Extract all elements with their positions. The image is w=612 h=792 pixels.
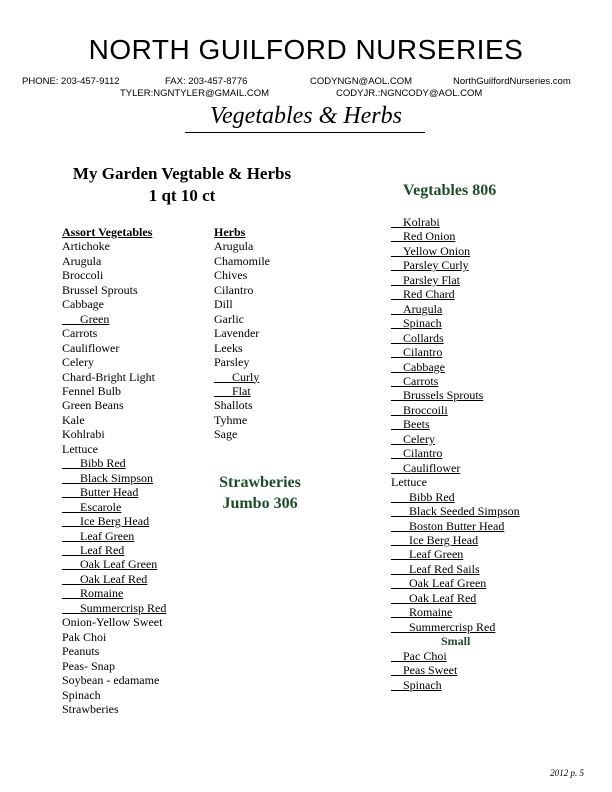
list-item: ___Bibb Red [62, 456, 126, 471]
list-item: Sage [214, 427, 238, 442]
small-heading: Small [441, 634, 471, 649]
list-item: Arugula [62, 253, 102, 268]
list-item: __Peas Sweet [391, 663, 458, 678]
list-item: Chives [214, 268, 248, 283]
email-cody: CODYNGN@AOL.COM [310, 76, 413, 87]
list-item: __Pac Choi [391, 648, 447, 663]
assort-vegetables-heading: Assort Vegetables [62, 225, 153, 239]
page-footer: 2012 p. 5 [550, 768, 584, 778]
email-tyler: TYLER:NGNTYLER@GMAIL.COM [120, 88, 269, 99]
list-item: Kohlrabi [62, 427, 105, 442]
list-item: __Parsley Curly [391, 258, 469, 273]
list-item: __Red Onion [391, 229, 456, 244]
list-item: ___Leaf Green [391, 547, 464, 562]
list-item: Parsley [214, 355, 250, 370]
list-item: ___Leaf Red Sails [391, 561, 480, 576]
email-codyjr: CODYJR.:NGNCODY@AOL.COM [336, 88, 483, 99]
list-item: Artichoke [62, 239, 110, 254]
list-item: Fennel Bulb [62, 383, 121, 398]
list-item: Green Beans [62, 398, 124, 413]
strawberries-size: Jumbo 306 [222, 495, 298, 512]
list-item: ___Bibb Red [391, 489, 455, 504]
list-item: Chamomile [214, 253, 270, 268]
herbs-heading: Herbs [214, 225, 246, 239]
strawberries-title: Strawberies [219, 474, 301, 491]
list-item: ___Romaine [391, 605, 453, 620]
section-title: Vegetables & Herbs [210, 103, 402, 129]
list-item: Celery [62, 355, 94, 370]
list-item: __Kolrabi [391, 215, 440, 229]
list-item: Spinach [62, 687, 101, 702]
list-item: ___Romaine [62, 586, 124, 601]
list-item: Arugula [214, 239, 254, 254]
list-item: Cauliflower [62, 340, 120, 355]
list-item: __Spinach [391, 316, 442, 331]
list-item: ___Oak Leaf Red [391, 590, 477, 605]
list-item: Chard-Bright Light [62, 369, 155, 384]
list-item: __Broccoili [391, 402, 448, 417]
list-item: ___Oak Leaf Green [391, 576, 487, 591]
list-item: ___Butter Head [62, 485, 139, 500]
list-item: ___Flat [214, 383, 251, 398]
assort-vegetables-list [62, 239, 166, 716]
list-item: __Collards [391, 330, 444, 345]
phone-number: PHONE: 203-457-9112 [22, 76, 120, 87]
list-item: ___Leaf Green [62, 528, 135, 543]
herbs-column [214, 225, 270, 442]
list-item: Peanuts [62, 644, 100, 659]
list-item: Lettuce [391, 475, 427, 490]
fax-number: FAX: 203-457-8776 [165, 76, 248, 87]
list-item: __Parsley Flat [391, 272, 460, 287]
list-item: Broccoli [62, 268, 104, 283]
list-item: Leeks [214, 340, 243, 355]
assort-vegetables-column [62, 225, 166, 716]
list-item: Soybean - edamame [62, 673, 160, 688]
vegtables-806-title: Vegtables 806 [403, 182, 497, 199]
list-item: Cilantro [214, 282, 254, 297]
list-item: ___Leaf Red [62, 542, 125, 557]
list-item: Shallots [214, 398, 253, 413]
list-item: __Cabbage [391, 359, 445, 374]
list-item: Strawberies [62, 701, 119, 716]
list-item: __Carrots [391, 373, 439, 388]
list-item: ___Escarole [62, 499, 122, 514]
list-item: ___Oak Leaf Red [62, 571, 148, 586]
list-item: Carrots [62, 326, 98, 341]
list-item: Brussel Sprouts [62, 282, 138, 297]
list-item: Tyhme [214, 412, 248, 427]
list-item: __Cilantro [391, 345, 443, 360]
list-item: Dill [214, 297, 233, 312]
list-item: __Beets [391, 417, 430, 432]
list-item: __Cilantro [391, 446, 443, 461]
list-item: __Cauliflower [391, 460, 461, 475]
list-item: ___Ice Berg Head [391, 532, 479, 547]
list-item: __Celery [391, 431, 435, 446]
garden-title-line1: My Garden Vegtable & Herbs [72, 164, 292, 183]
list-item: Kale [62, 412, 85, 427]
company-name: NORTH GUILFORD NURSERIES [88, 34, 524, 65]
herbs-list [214, 239, 270, 441]
list-item: Lavender [214, 326, 260, 341]
list-item: __Red Chard [391, 287, 455, 302]
list-item: ___Boston Butter Head [391, 518, 505, 533]
garden-title [52, 163, 312, 207]
list-item: Peas- Snap [62, 658, 115, 673]
list-item: ___Curly [214, 369, 260, 384]
strawberries-block [200, 472, 320, 514]
website: NorthGuilfordNurseries.com [453, 76, 571, 87]
list-item: Pak Choi [62, 629, 107, 644]
list-item: __Spinach [391, 677, 442, 692]
small-list [391, 649, 520, 692]
title-underline [185, 132, 425, 133]
vegtables-806-column [391, 215, 520, 692]
list-item: ___Black Seeded Simpson [391, 504, 520, 519]
list-item: Onion-Yellow Sweet [62, 615, 163, 630]
garden-title-line2: 1 qt 10 ct [148, 186, 216, 205]
list-item: ___Summercrisp Red [391, 619, 496, 634]
list-item: __Brussels Sprouts [391, 388, 484, 403]
list-item: ___Ice Berg Head [62, 514, 150, 529]
list-item: ___Black Simpson [62, 470, 154, 485]
list-item: ___Oak Leaf Green [62, 557, 158, 572]
list-item: ___Summercrisp Red [62, 600, 167, 615]
list-item: ___Green [62, 311, 110, 326]
list-item: Cabbage [62, 297, 104, 312]
list-item: Lettuce [62, 441, 98, 456]
list-item: __Arugula [391, 301, 443, 316]
list-item: __Yellow Onion [391, 243, 471, 258]
vegtables-806-list [391, 215, 520, 634]
list-item: Garlic [214, 311, 244, 326]
